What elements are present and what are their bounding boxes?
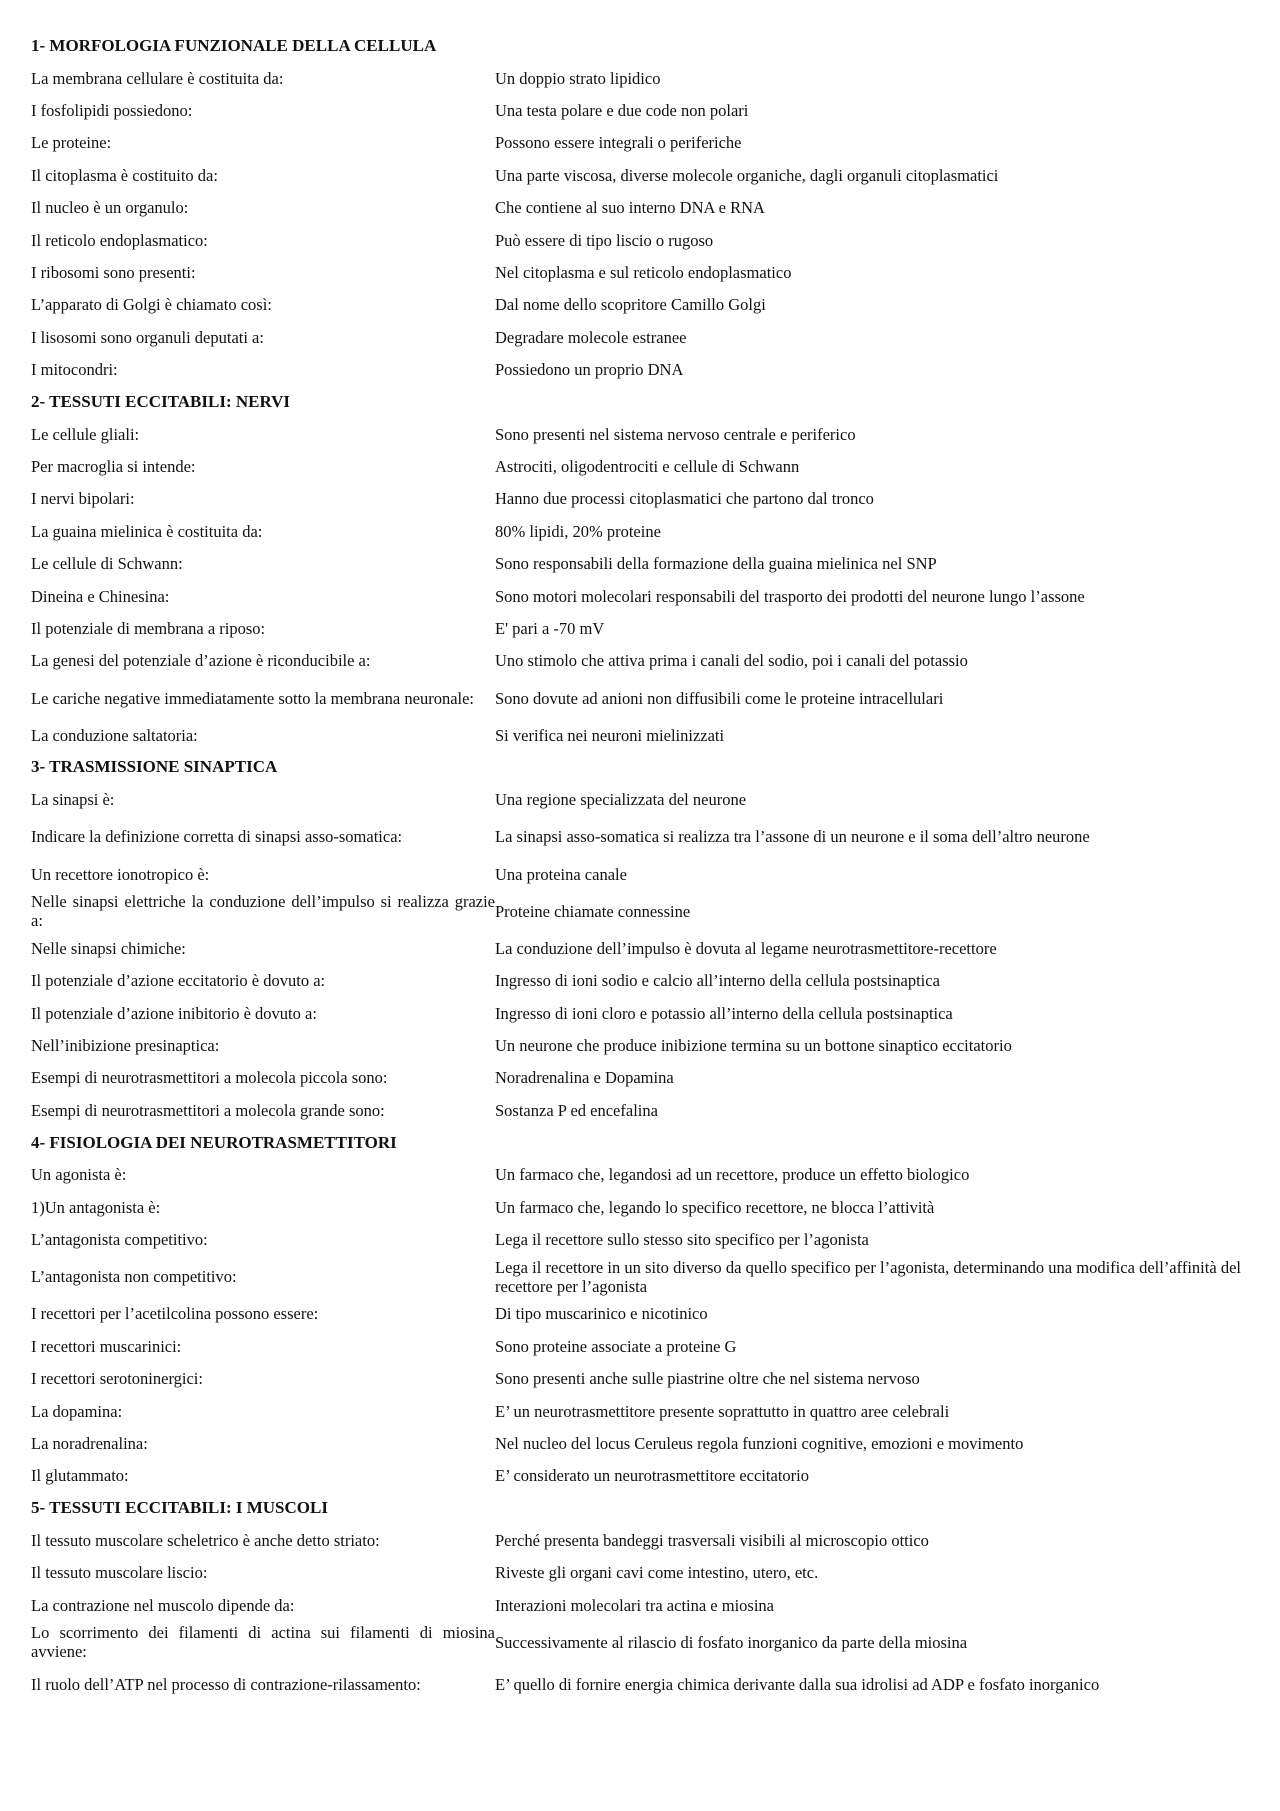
qa-row [31,1395,1241,1427]
question-text: Indicare la definizione corretta di sinapsi asso-somatica: [31,827,403,847]
qa-row [31,1621,1241,1663]
qa-row [31,94,1241,126]
question-text: I lisosomi sono organuli deputati a: [31,327,264,347]
qa-row [31,1524,1241,1556]
question-text: Esempi di neurotrasmettitori a molecola piccola sono: [31,1068,388,1088]
answer-text: E’ un neurotrasmettitore presente soprattutto in quattro aree celebrali [495,1401,950,1421]
qa-row [31,932,1241,964]
answer-text: Può essere di tipo liscio o rugoso [495,230,714,250]
question-text: La guaina mielinica è costituita da: [31,521,263,541]
answer-text: Nel nucleo del locus Ceruleus regola funzioni cognitive, emozioni e movimento [495,1433,1024,1453]
answer-text: Possiedono un proprio DNA [495,360,684,380]
answer-text: E' pari a -70 mV [495,618,605,638]
qa-row [31,1460,1241,1492]
question-text: La contrazione nel muscolo dipende da: [31,1595,295,1615]
answer-text: Ingresso di ioni sodio e calcio all’interno della cellula postsinaptica [495,971,940,991]
question-text: I nervi bipolari: [31,489,135,509]
answer-text: Sono dovute ad anioni non diffusibili come le proteine intracellulari [495,688,944,708]
qa-row [31,719,1241,751]
section [31,1127,1241,1493]
question-text: Il citoplasma è costituito da: [31,165,218,185]
qa-row [31,192,1241,224]
qa-row [31,1589,1241,1621]
answer-text: Sostanza P ed encefalina [495,1100,658,1120]
qa-row [31,1029,1241,1061]
question-text: Nelle sinapsi elettriche la conduzione dell’impulso si realizza grazie a: [31,892,495,931]
qa-row [31,783,1241,815]
qa-row [31,1363,1241,1395]
qa-row [31,1663,1241,1705]
qa-row [31,450,1241,482]
question-text: La noradrenalina: [31,1433,148,1453]
section-title: 1- MORFOLOGIA FUNZIONALE DELLA CELLULA [31,36,437,55]
question-text: I mitocondri: [31,360,118,380]
answer-text: Una parte viscosa, diverse molecole organiche, dagli organuli citoplasmatici [495,165,999,185]
qa-row [31,159,1241,191]
answer-text: Un neurone che produce inibizione termina su un bottone sinaptico eccitatorio [495,1036,1012,1056]
qa-row [31,965,1241,997]
section [31,386,1241,752]
question-text: Un agonista è: [31,1165,127,1185]
answer-text: Riveste gli organi cavi come intestino, utero, etc. [495,1563,819,1583]
answer-text: Proteine chiamate connessine [495,901,691,921]
question-text: Il tessuto muscolare liscio: [31,1563,208,1583]
section [31,751,1241,1126]
question-text: Dineina e Chinesina: [31,586,170,606]
qa-row [31,1159,1241,1191]
question-text: 1)Un antagonista è: [31,1197,161,1217]
answer-text: 80% lipidi, 20% proteine [495,521,661,541]
answer-text: Che contiene al suo interno DNA e RNA [495,198,765,218]
section-title: 5- TESSUTI ECCITABILI: I MUSCOLI [31,1498,328,1518]
question-text: La conduzione saltatoria: [31,725,198,745]
answer-text: E’ quello di fornire energia chimica derivante dalla sua idrolisi ad ADP e fosfato inorganico [495,1674,1100,1694]
answer-text: La conduzione dell’impulso è dovuta al legame neurotrasmettitore-recettore [495,938,997,958]
question-text: Nelle sinapsi chimiche: [31,938,186,958]
qa-row [31,1556,1241,1588]
answer-text: Astrociti, oligodentrociti e cellule di Schwann [495,456,800,476]
question-text: I fosfolipidi possiedono: [31,101,193,121]
qa-row [31,289,1241,321]
qa-row [31,677,1241,719]
question-text: Le cellule di Schwann: [31,554,183,574]
answer-text: Sono proteine associate a proteine G [495,1336,737,1356]
question-text: I recettori muscarinici: [31,1336,182,1356]
qa-row [31,1330,1241,1362]
qa-row [31,645,1241,677]
answer-text: Possono essere integrali o periferiche [495,133,742,153]
question-text: I ribosomi sono presenti: [31,263,196,283]
answer-text: Sono responsabili della formazione della guaina mielinica nel SNP [495,554,937,574]
answer-text: Sono motori molecolari responsabili del trasporto dei prodotti del neurone lungo l’assone [495,586,1085,606]
answer-text: Degradare molecole estranee [495,327,687,347]
answer-text: Sono presenti anche sulle piastrine oltre che nel sistema nervoso [495,1369,920,1389]
answer-text: Interazioni molecolari tra actina e miosina [495,1595,775,1615]
answer-text: Si verifica nei neuroni mielinizzati [495,725,725,745]
answer-text: Di tipo muscarinico e nicotinico [495,1304,708,1324]
qa-row [31,224,1241,256]
question-text: Il potenziale d’azione eccitatorio è dovuto a: [31,971,326,991]
qa-row [31,890,1241,932]
qa-row [31,256,1241,288]
question-text: Il reticolo endoplasmatico: [31,230,208,250]
answer-text: Nel citoplasma e sul reticolo endoplasmatico [495,263,792,283]
section-title: 2- TESSUTI ECCITABILI: NERVI [31,391,291,411]
answer-text: Sono presenti nel sistema nervoso centrale e periferico [495,424,856,444]
answer-text: Lega il recettore in un sito diverso da quello specifico per l’agonista, determinando una modifica dell’affinità del recettore per l’agonista [495,1257,1241,1296]
qa-row [31,1427,1241,1459]
qa-row [31,1256,1241,1298]
qa-row [31,612,1241,644]
answer-text: Un doppio strato lipidico [495,68,661,88]
question-text: L’antagonista competitivo: [31,1230,208,1250]
qa-row [31,816,1241,858]
answer-text: Ingresso di ioni cloro e potassio all’interno della cellula postsinaptica [495,1003,953,1023]
answer-text: Uno stimolo che attiva prima i canali del sodio, poi i canali del potassio [495,651,968,671]
question-text: Esempi di neurotrasmettitori a molecola grande sono: [31,1100,385,1120]
qa-row [31,997,1241,1029]
answer-text: Una regione specializzata del neurone [495,790,747,810]
question-text: La membrana cellulare è costituita da: [31,68,284,88]
answer-text: Una proteina canale [495,864,627,884]
qa-row [31,858,1241,890]
answer-text: Una testa polare e due code non polari [495,101,749,121]
answer-text: Un farmaco che, legandosi ad un recettore, produce un effetto biologico [495,1165,970,1185]
question-text: Un recettore ionotropico è: [31,864,210,884]
section [31,1492,1241,1705]
section-title: 4- FISIOLOGIA DEI NEUROTRASMETTITORI [31,1132,397,1152]
answer-text: Successivamente al rilascio di fosfato inorganico da parte della miosina [495,1632,968,1652]
answer-text: Un farmaco che, legando lo specifico recettore, ne blocca l’attività [495,1197,935,1217]
question-text: Il nucleo è un organulo: [31,198,189,218]
qa-row [31,1298,1241,1330]
answer-text: Noradrenalina e Dopamina [495,1068,674,1088]
qa-row [31,580,1241,612]
question-text: L’apparato di Golgi è chiamato così: [31,295,272,315]
question-text: La sinapsi è: [31,790,115,810]
question-text: Le proteine: [31,133,112,153]
question-text: La dopamina: [31,1401,123,1421]
answer-text: E’ considerato un neurotrasmettitore eccitatorio [495,1466,809,1486]
question-text: Il ruolo dell’ATP nel processo di contrazione-rilassamento: [31,1674,421,1694]
qa-row [31,547,1241,579]
answer-text: Hanno due processi citoplasmatici che partono dal tronco [495,489,874,509]
question-text: I recettori per l’acetilcolina possono essere: [31,1304,319,1324]
qa-row [31,483,1241,515]
answer-text: Perché presenta bandeggi trasversali visibili al microscopio ottico [495,1530,929,1550]
question-text: Lo scorrimento dei filamenti di actina sui filamenti di miosina avviene: [31,1623,495,1662]
question-text: Le cellule gliali: [31,424,140,444]
question-text: Il glutammato: [31,1466,129,1486]
question-text: Il potenziale d’azione inibitorio è dovuto a: [31,1003,317,1023]
question-text: Nell’inibizione presinaptica: [31,1036,220,1056]
qa-row [31,321,1241,353]
document-body [31,30,1241,1705]
qa-row [31,1062,1241,1094]
question-text: Le cariche negative immediatamente sotto la membrana neuronale: [31,688,475,708]
question-text: La genesi del potenziale d’azione è riconducibile a: [31,651,371,671]
question-text: L’antagonista non competitivo: [31,1267,237,1287]
section-title: 3- TRASMISSIONE SINAPTICA [31,757,278,777]
qa-row [31,1191,1241,1223]
qa-row [31,354,1241,386]
question-text: Il potenziale di membrana a riposo: [31,618,266,638]
answer-text: Dal nome dello scopritore Camillo Golgi [495,295,766,315]
question-text: Per macroglia si intende: [31,456,196,476]
qa-row [31,418,1241,450]
qa-row [31,1223,1241,1255]
question-text: I recettori serotoninergici: [31,1369,203,1389]
answer-text: La sinapsi asso-somatica si realizza tra l’assone di un neurone e il soma dell’altro neurone [495,827,1090,847]
section [31,30,1241,386]
answer-text: Lega il recettore sullo stesso sito specifico per l’agonista [495,1230,869,1250]
qa-row [31,1094,1241,1126]
question-text: Il tessuto muscolare scheletrico è anche detto striato: [31,1530,380,1550]
qa-row [31,62,1241,94]
qa-row [31,127,1241,159]
qa-row [31,515,1241,547]
